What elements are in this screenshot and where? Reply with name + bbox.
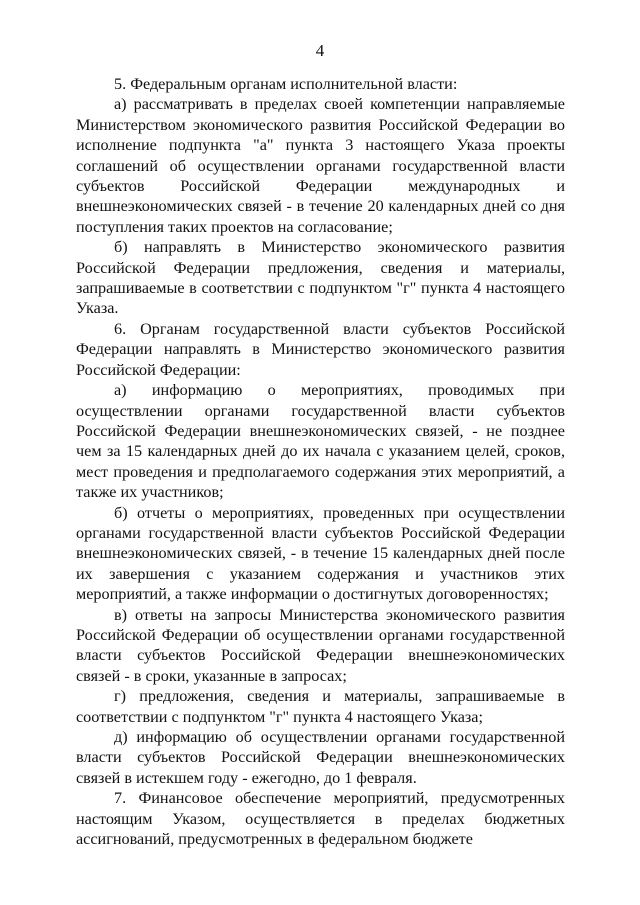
- paragraph-item-5a: а) рассматривать в пределах своей компетенции направляемые Министерством экономического развития Российской Федерации во исполнение подпункта "а" пункта 3 настоящего Указа проекты соглашений об осуществлении органами государственной власти субъектов Российской Федерации международных и внешнеэкономических связей - в течение 20 календарных дней со дня поступления таких проектов на согласование;: [76, 95, 565, 236]
- paragraph-item-6e: д) информацию об осуществлении органами государственной власти субъектов Российской Федерации внешнеэкономических связей в истекшем году - ежегодно, до 1 февраля.: [76, 728, 565, 787]
- page-number: 4: [315, 41, 325, 60]
- document-body: [76, 74, 565, 849]
- paragraph-item-5-heading: 5. Федеральным органам исполнительной власти:: [114, 75, 458, 93]
- paragraph-item-6c: в) ответы на запросы Министерства экономического развития Российской Федерации об осуществлении органами государственной власти субъектов Российской Федерации внешнеэкономических связей - в сроки, указанные в запросах;: [76, 605, 565, 685]
- paragraph-item-6b: б) отчеты о мероприятиях, проведенных при осуществлении органами государственной власти субъектов Российской Федерации внешнеэкономических связей, - в течение 15 календарных дней после их завершения с указанием содержания и участников этих мероприятий, а также информации о достигнутых договоренностях;: [76, 503, 565, 604]
- paragraph-item-7: 7. Финансовое обеспечение мероприятий, предусмотренных настоящим Указом, осуществляется в пределах бюджетных ассигнований, предусмотренных в федеральном бюджете: [76, 789, 565, 849]
- paragraph-item-5b: б) направлять в Министерство экономического развития Российской Федерации предложения, сведения и материалы, запрашиваемые в соответствии с подпунктом "г" пункта 4 настоящего Указа.: [76, 238, 565, 318]
- paragraph-item-6-heading: 6. Органам государственной власти субъектов Российской Федерации направлять в Министерство экономического развития Российской Федерации:: [76, 319, 565, 379]
- paragraph-item-6d: г) предложения, сведения и материалы, запрашиваемые в соответствии с подпунктом "г" пункта 4 настоящего Указа;: [76, 687, 565, 726]
- paragraph-item-6a: а) информацию о мероприятиях, проводимых при осуществлении органами государственной власти субъектов Российской Федерации внешнеэкономических связей, - не позднее чем за 15 календарных дней до их начала с указанием целей, сроков, мест проведения и предполагаемого содержания этих мероприятий, а также их участников;: [76, 381, 565, 502]
